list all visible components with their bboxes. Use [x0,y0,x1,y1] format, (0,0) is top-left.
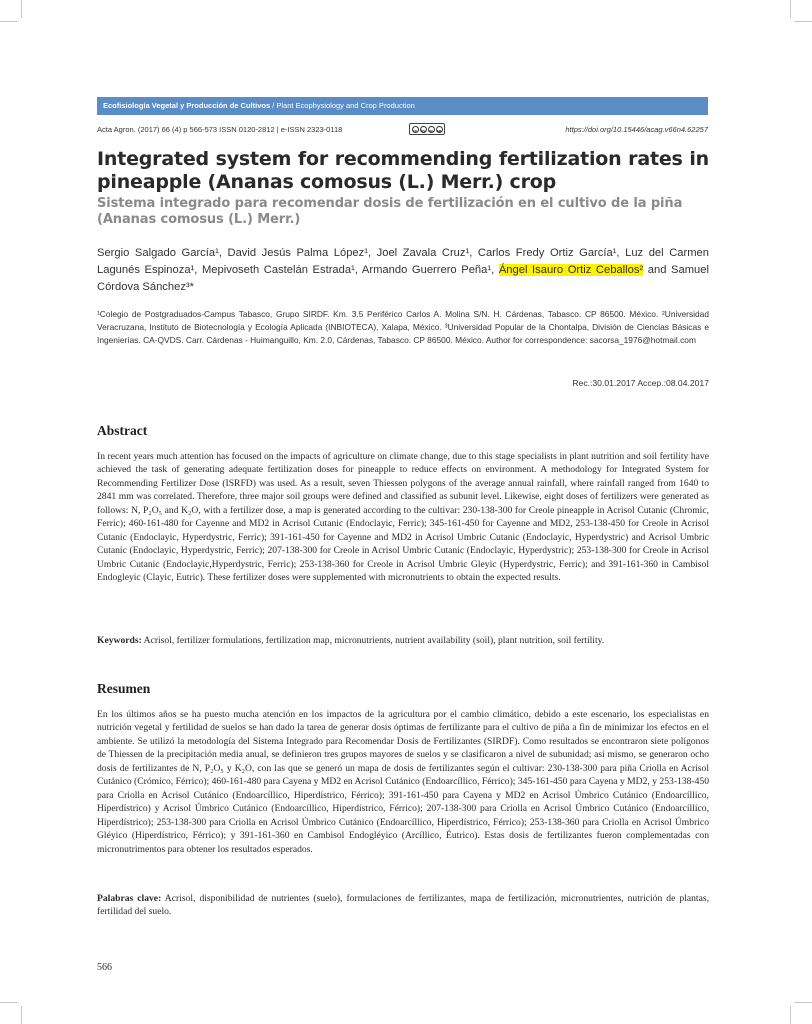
author-list [97,245,709,296]
palabras-clave-label: Palabras clave: [97,893,162,904]
keywords-label: Keywords: [97,635,142,646]
keywords-text: Acrisol, fertilizer formulations, fertilization map, micronutrients, nutrient availability (soil), plant nutrition, soil fertility. [141,635,605,646]
palabras-clave-text: Acrisol, disponibilidad de nutrientes (suelo), formulaciones de fertilizantes, mapa de fertilización, micronutrientes, nutrición de plantas, fertilidad del suelo. [97,893,709,918]
resumen-heading: Resumen [97,681,151,696]
crop-mark [21,0,22,18]
page-number: 566 [97,962,112,973]
resumen-text: En los últimos años se ha puesto mucha atención en los impactos de la agricultura por el cambio climático, debido a este escenario, los especialistas en nutrición vegetal y fertilidad de suelos se han dado la tarea de generar dosis óptimas de fertilizante para el cultivo de piña a fin de minimizar los efectos en el ambiente. Se utilizó la metodología del Sistema Integrado para Recomendar Dosis de Fertilizantes (SIRDF). Como resultados se encontraron siete polígonos de Thiessen de la precipitación media anual, se definieron tres grupos mayores de suelos y se clasificaron a nivel de subunidad; así mismo, se generaron ocho dosis de fertilizantes de N, P₂O₅ y K₂O, con las que se generó un mapa de dosis de fertilizantes según el cultivar: 230-138-300 para piña Criolla en Acrisol Cutánico (Crómico, Férrico); 460-161-480 para Cayena y MD2 en Acrisol Cutánico (Endoarcíllico, Férrico); 345-161-450 para Cayena y MD2, y 253-138-450 para Criolla en Acrisol Cutánico (Endoarcíllico, Hiperdístrico, Férrico); 391-161-450 para Cayena y MD2 en Acrisol Úmbrico Cutánico (Endoarcíllico, Hiperdístrico) y Acrisol Úmbrico Cutánico (Endoarcíllico, Hiperdístrico, Férrico); 207-138-300 para Criolla en Acrisol Úmbrico Cutánico (Endoarcíllico, Hiperdístrico); 253-138-300 para Criolla en Acrisol Úmbrico Cutánico (Endoarcíllico, Hiperdístrico, Férrico); 253-138-360 para Criolla en Acrisol Úmbrico Gléyico (Hiperdístrico, Férrico); y 391-161-360 en Cambisol Endogléyico (Arcíllico, Éutrico). Estas dosis de fertilizantes fueron complementadas con micronutrimentos para obtener los resultados esperados. [97,709,709,855]
authors-part-2: and Samuel Córdova Sánchez³* [97,264,709,293]
paper-title: Integrated system for recommending fertilization rates in pineapple (Ananas comosus (L.) Merr.) crop [97,148,709,193]
section-banner [97,97,708,115]
keywords [97,634,709,647]
citation: Acta Agron. (2017) 66 (4) p 566-573 ISSN 0120-2812 | e-ISSN 2323-0118 [97,125,343,134]
crop-mark [790,1006,791,1024]
abstract-heading: Abstract [97,423,148,438]
crop-mark [0,21,18,22]
crop-mark [790,0,791,18]
received-accepted-dates: Rec.:30.01.2017 Accep.:08.04.2017 [572,378,709,388]
by-icon: by [420,127,426,133]
crop-mark [21,1006,22,1024]
paper-subtitle: Sistema integrado para recomendar dosis de fertilización en el cultivo de la piña (Ananas comosus (L.) Merr.) [97,196,683,227]
authors-part-1: Sergio Salgado García¹, David Jesús Palma López¹, Joel Zavala Cruz¹, Carlos Fredy Ortiz García¹, Luz del Carmen Lagunés Espinoza¹, Mepivoseth Castelán Estrada¹, Armando Guerrero Peña¹, [97,247,709,276]
crop-mark [794,21,812,22]
creative-commons-license-icon[interactable] [409,123,445,135]
affiliations: ¹Colegio de Postgraduados-Campus Tabasco, Grupo SIRDF. Km. 3.5 Periférico Carlos A. Molina S/N. H. Cárdenas, Tabasco. CP 86500. México. ²Universidad Veracruzana, Instituto de Biotecnología y Ecología Aplicada (INBIOTECA), Xalapa, México. ³Universidad Popular de la Chontalpa, División de Ciencias Básicas e Ingenierías. CA-QVDS. Carr. Cárdenas - Huimanguillo, Km. 2.0, Cárdenas, Tabasco. CP 86500. México. Author for correspondence: sacorsa_1976@hotmail.com [97,309,709,345]
cc-icon: cc [412,127,418,133]
nc-icon: nc [428,127,434,133]
abstract-text: In recent years much attention has focused on the impacts of agriculture on climate change, due to this stage specialists in plant nutrition and soil fertility have achieved the task of generating adequate fertilization doses for pineapple to reduce effects on environment. A methodology for Integrated System for Recommending Fertilizer Dose (ISRFD) was used. As a result, seven Thiessen polygons of the average annual rainfall, where rainfall ranged from 1640 to 2841 mm was correlated. Therefore, three major soil groups were defined and classified as subunit level. Likewise, eight doses of fertilizers were generated as follows: N, P₂O₅ and K₂O, with a fertilizer dose, a map is generated according to the cultivar: 230-138-300 for Creole pineapple in Acrisol Cutanic (Chromic, Ferric); 460-161-480 for Cayenne and MD2 in Acrisol Cutanic (Endoclayic, Ferric); 345-161-450 for Cayenne and MD2, 253-138-450 for Creole in Acrisol Cutanic (Endoclayic, Hyperdystric, Ferric); 391-161-450 for Cayenne and MD2 in Acrisol Umbric Cutanic (Endoclayic, Hyperdystric) and Acrisol Umbric Cutanic (Endoclayic, Hyperdystric, Ferric); 207-138-300 for Creole in Acrisol Umbric Cutanic (Endoclayic, Hyperdystric); 253-138-300 for Creole in Acrisol Umbric Cutanic (Endoclayic,Hyperdystric, Ferric); 253-138-360 for Creole in Acrisol Umbric Gleyic (Hyperdystric, Ferric); and 391-161-360 in Cambisol Endogleyic (Clayic, Eutric). These fertilizer doses were supplemented with micronutrients to obtain the expected results. [97,451,709,584]
highlighted-author: Ángel Isauro Ortiz Ceballos² [498,264,644,276]
sa-icon: sa [436,127,442,133]
crop-mark [794,1002,812,1003]
crop-mark [0,1002,18,1003]
doi-link[interactable]: https://doi.org/10.15446/acag.v66n4.62257 [565,125,708,134]
palabras-clave [97,892,709,919]
section-subtitle: / Plant Ecophysiology and Crop Production [270,101,415,110]
citation-bar [97,123,708,137]
section-title: Ecofisiología Vegetal y Producción de Cultivos [103,101,271,110]
